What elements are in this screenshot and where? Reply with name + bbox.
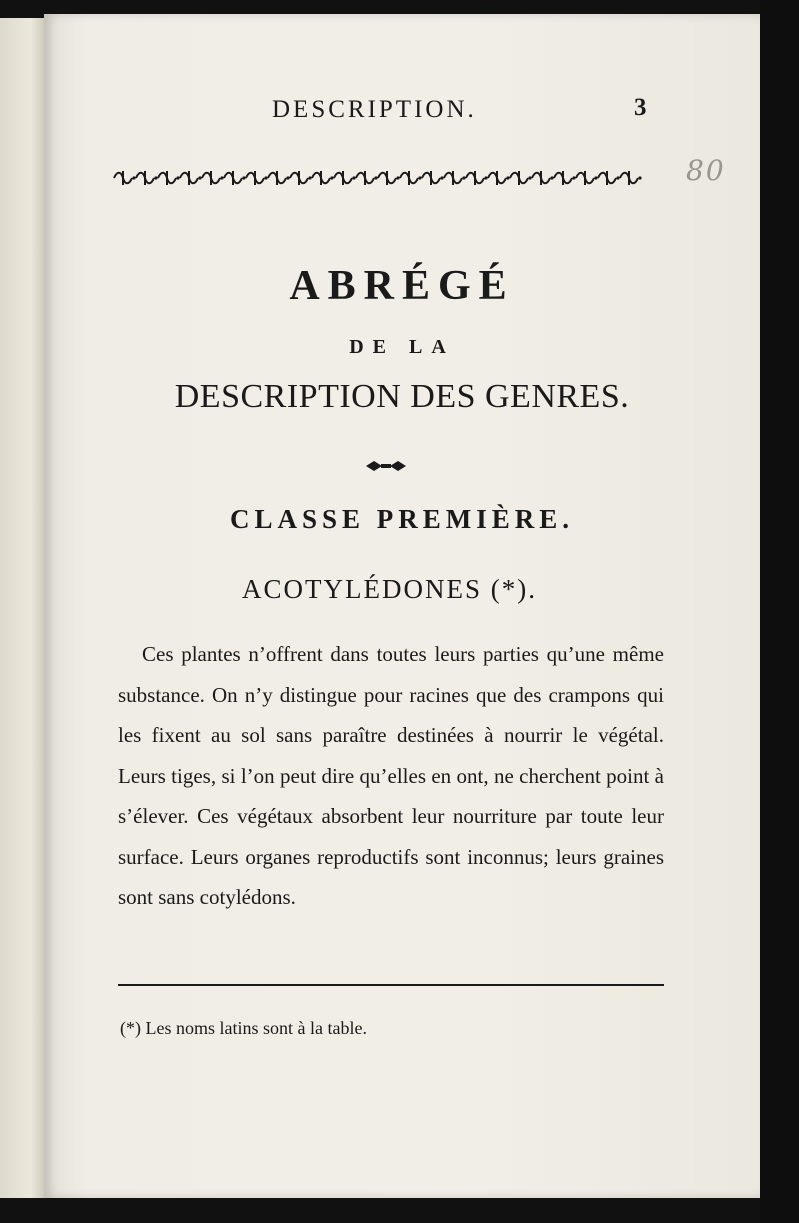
title-description-des-genres: DESCRIPTION DES GENRES. bbox=[174, 378, 630, 415]
book-page bbox=[44, 14, 760, 1198]
subheading-acotyledones: ACOTYLÉDONES (*). bbox=[242, 574, 537, 604]
scan-border bbox=[760, 0, 799, 1223]
body-paragraph bbox=[118, 634, 664, 918]
facing-page-edge bbox=[0, 18, 44, 1198]
body-paragraph-text: Ces plantes n’offrent dans toutes leurs parties qu’une même substance. On n’y distingue pour racines que des crampons qui les fixent au sol sans paraître destinées à nourrir le végétal. Leurs tiges, si l’on peut dire qu’elles en ont, ne cherchent point à s’élever. Ces végétaux absorbent leur nourriture par toute leur surface. Leurs organes reproductifs sont inconnus; leurs graines sont sans cotylédons. bbox=[118, 642, 664, 909]
pencil-note: 80 bbox=[686, 154, 726, 187]
footnote-rule bbox=[118, 984, 664, 986]
title-abrege: ABRÉGÉ bbox=[289, 263, 515, 309]
running-head: DESCRIPTION. bbox=[272, 96, 477, 123]
footnote: (*) Les noms latins sont à la table. bbox=[120, 1018, 367, 1038]
title-de-la: DE LA bbox=[349, 336, 455, 358]
ornament-rule bbox=[108, 166, 648, 190]
small-ornament bbox=[364, 458, 408, 474]
page-number: 3 bbox=[634, 94, 647, 121]
class-heading: CLASSE PREMIÈRE. bbox=[229, 504, 575, 534]
